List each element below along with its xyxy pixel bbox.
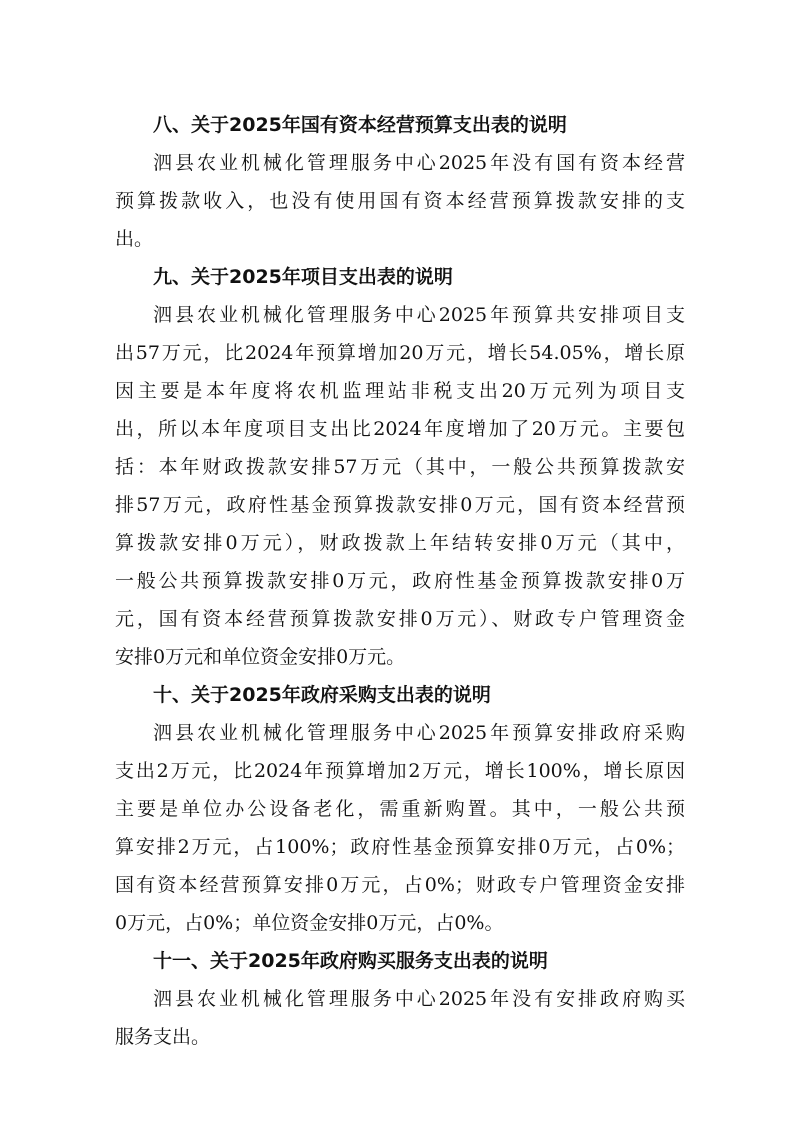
section-heading-10: 十、关于2025年政府采购支出表的说明	[153, 684, 491, 706]
section-heading-11: 十一、关于2025年政府购买服务支出表的说明	[153, 950, 548, 972]
paragraph-line: 支出2万元，比2024年预算增加2万元，增长100%，增长原因	[115, 760, 685, 782]
paragraph-line: 出。	[115, 228, 154, 250]
paragraph-line: 出，所以本年度项目支出比2024年度增加了20万元。主要包	[115, 418, 685, 440]
section-heading-9: 九、关于2025年项目支出表的说明	[153, 266, 453, 288]
paragraph-line: 预算拨款收入，也没有使用国有资本经营预算拨款安排的支	[115, 190, 685, 212]
section-paragraph-9	[115, 296, 685, 676]
paragraph-line: 算拨款安排0万元），财政拨款上年结转安排0万元（其中，	[115, 532, 685, 554]
paragraph-line: 算安排2万元，占100%；政府性基金预算安排0万元，占0%；	[115, 836, 685, 858]
paragraph-line: 0万元，占0%；单位资金安排0万元，占0%。	[115, 912, 504, 934]
paragraph-line: 安排0万元和单位资金安排0万元。	[115, 646, 406, 668]
paragraph-line: 国有资本经营预算安排0万元，占0%；财政专户管理资金安排	[115, 874, 685, 896]
section-paragraph-11	[115, 980, 685, 1056]
paragraph-line: 因主要是本年度将农机监理站非税支出20万元列为项目支	[115, 380, 685, 402]
paragraph-line: 泗县农业机械化管理服务中心2025年没有安排政府购买	[153, 988, 685, 1010]
section-paragraph-8	[115, 144, 685, 258]
paragraph-line: 服务支出。	[115, 1026, 211, 1048]
paragraph-line: 主要是单位办公设备老化，需重新购置。其中，一般公共预	[115, 798, 685, 820]
document-body	[115, 106, 685, 1056]
section-paragraph-10	[115, 714, 685, 942]
paragraph-line: 泗县农业机械化管理服务中心2025年预算共安排项目支	[153, 304, 685, 326]
paragraph-line: 一般公共预算拨款安排0万元，政府性基金预算拨款安排0万	[115, 570, 685, 592]
paragraph-line: 括：本年财政拨款安排57万元（其中，一般公共预算拨款安	[115, 456, 685, 478]
paragraph-line: 元，国有资本经营预算拨款安排0万元）、财政专户管理资金	[115, 608, 685, 630]
section-heading-8: 八、关于2025年国有资本经营预算支出表的说明	[153, 114, 567, 136]
paragraph-line: 排57万元，政府性基金预算拨款安排0万元，国有资本经营预	[115, 494, 685, 516]
paragraph-line: 泗县农业机械化管理服务中心2025年没有国有资本经营	[153, 152, 685, 174]
paragraph-line: 泗县农业机械化管理服务中心2025年预算安排政府采购	[153, 722, 685, 744]
paragraph-line: 出57万元，比2024年预算增加20万元，增长54.05%，增长原	[115, 342, 685, 364]
